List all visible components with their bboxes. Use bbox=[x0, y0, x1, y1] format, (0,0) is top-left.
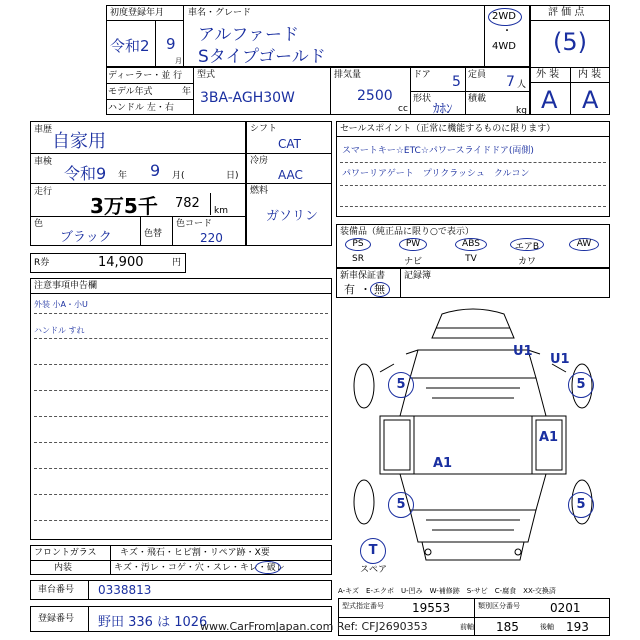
load-label: 積載 bbox=[468, 94, 487, 104]
door-label: ドア bbox=[413, 70, 431, 80]
car-name: アルファード bbox=[198, 25, 299, 45]
dealer-label: ディーラー・並 行 bbox=[108, 71, 183, 81]
chassis-frame bbox=[30, 580, 332, 600]
notes-line2: ハンドル すれ bbox=[34, 326, 85, 335]
color-value: ブラック bbox=[60, 230, 112, 245]
notes-title: 注意事項申告欄 bbox=[34, 281, 98, 291]
record-book-label: 記録簿 bbox=[404, 271, 432, 281]
option-airbag: エアB bbox=[514, 242, 540, 252]
damage-legend: A-キズ E-エクボ U-凹み W-補修跡 S-サビ C-腐食 XX-交換済 bbox=[338, 587, 556, 595]
doors: 5 bbox=[452, 74, 461, 90]
inspection-label: 車検 bbox=[34, 157, 53, 167]
option-sr: SR bbox=[352, 254, 364, 264]
damage-mark-left-side: A1 bbox=[433, 456, 453, 471]
option-abs: ABS bbox=[462, 239, 480, 249]
option-ps: PS bbox=[352, 239, 364, 249]
first-reg-month: 9 bbox=[166, 35, 176, 53]
rear-axle-label: 後軸 bbox=[540, 623, 554, 631]
warranty-no: 無 bbox=[374, 283, 385, 296]
chassis-label: 車台番号 bbox=[38, 585, 75, 595]
rear-axle-value: 193 bbox=[566, 620, 589, 634]
fuel-value: ガソリン bbox=[266, 209, 319, 224]
eval-label: 評 価 点 bbox=[548, 7, 585, 18]
option-navi: ナビ bbox=[403, 257, 422, 267]
recycle-amount: 14,900 bbox=[98, 255, 144, 270]
sales-line2: パワーリアゲート プリクラッシュ クルコン bbox=[342, 169, 530, 179]
shape-label: 形状 bbox=[413, 94, 432, 104]
interior-grade: A bbox=[582, 86, 599, 114]
cc-unit: cc bbox=[398, 104, 408, 114]
drive-dot: ・ bbox=[502, 26, 512, 37]
eval-score: (5) bbox=[553, 28, 587, 56]
name-grade-label: 車名・グレード bbox=[188, 8, 252, 18]
damage-mark-front-left-wheel: 5 bbox=[388, 372, 414, 398]
first-reg-label: 初度登録年月 bbox=[110, 8, 165, 18]
shift-label: シフト bbox=[250, 124, 278, 134]
sales-line1: スマートキー☆ETC☆パワースライドドア(両側) bbox=[342, 146, 534, 156]
reg-value: 野田 336 は 1026 bbox=[98, 615, 208, 630]
color-code-label: 色コード bbox=[176, 219, 213, 229]
displacement: 2500 bbox=[357, 88, 393, 104]
kg-unit: kg bbox=[516, 106, 527, 116]
watermark: www.CarFromJapan.com Ref: CFJ2690353 bbox=[200, 620, 428, 633]
capacity-label: 定員 bbox=[468, 70, 487, 80]
shift-value: CAT bbox=[278, 137, 301, 151]
inspection-year-unit: 年 bbox=[118, 171, 128, 181]
mileage-value: 3万5千 bbox=[90, 194, 158, 218]
ac-label: 冷房 bbox=[250, 156, 269, 166]
color-change-label: 色替 bbox=[144, 229, 163, 239]
damage-mark-roof-right: U1 bbox=[550, 352, 570, 367]
notes-frame bbox=[30, 278, 332, 540]
model-year-label: モデル年式 bbox=[108, 87, 153, 97]
spare-tire-mark: T bbox=[360, 538, 386, 564]
year-unit: 年 bbox=[182, 87, 192, 97]
model-num-label: 型式指定番号 bbox=[342, 602, 384, 610]
class-num: 0201 bbox=[550, 601, 581, 615]
exterior-label: 外 装 bbox=[536, 69, 560, 80]
damage-mark-rear-left-wheel: 5 bbox=[388, 492, 414, 518]
recycle-label: R券 bbox=[34, 258, 50, 268]
inspection-day-unit: 日) bbox=[226, 171, 239, 181]
capacity-unit: 人 bbox=[517, 80, 527, 90]
front-axle-label: 前軸 bbox=[460, 623, 474, 631]
type-label: 型式 bbox=[197, 70, 216, 80]
color-label: 色 bbox=[34, 219, 44, 229]
front-glass-label: フロントガラス bbox=[34, 548, 97, 558]
color-code: 220 bbox=[200, 231, 223, 245]
damage-mark-front-right-wheel: 5 bbox=[568, 372, 594, 398]
damage-mark-rear-right-wheel: 5 bbox=[568, 492, 594, 518]
option-leather: カワ bbox=[517, 257, 536, 267]
reg-label: 登録番号 bbox=[38, 614, 75, 624]
interior-label: 内 装 bbox=[578, 69, 602, 80]
warranty-yes: 有 bbox=[344, 283, 355, 296]
damage-mark-roof-left: U1 bbox=[513, 344, 533, 359]
model-num: 19553 bbox=[412, 601, 451, 615]
inspection-month-unit: 月( bbox=[172, 171, 185, 181]
options-title: 装備品（純正品に限り○で表示） bbox=[340, 227, 474, 237]
inspection-era: 令和9 bbox=[64, 164, 107, 183]
usage-type-label: 車歴 bbox=[34, 125, 53, 135]
notes-line1: 外装 小A・小U bbox=[34, 300, 88, 309]
usage-type-value: 自家用 bbox=[52, 131, 106, 152]
grade: Sタイプゴールド bbox=[198, 47, 326, 67]
mileage-extra: 782 bbox=[175, 196, 200, 211]
mileage-label: 走行 bbox=[34, 187, 53, 197]
spare-label: スペア bbox=[360, 565, 388, 575]
km-unit: km bbox=[214, 206, 228, 216]
recycle-unit: 円 bbox=[172, 258, 182, 268]
class-label: 類別区分番号 bbox=[478, 602, 520, 610]
handle-label: ハンドル 左・右 bbox=[108, 103, 174, 113]
chassis-value: 0338813 bbox=[98, 583, 152, 597]
displacement-label: 排気量 bbox=[334, 70, 362, 80]
interior-options: キズ・汚レ・コゲ・穴・スレ・キレ・破レ bbox=[114, 563, 285, 573]
ac-value: AAC bbox=[278, 168, 303, 182]
inspection-month: 9 bbox=[150, 161, 161, 180]
warranty-dot: ・ bbox=[360, 283, 371, 296]
option-pw: PW bbox=[405, 239, 421, 249]
option-tv: TV bbox=[465, 254, 477, 264]
front-axle-value: 185 bbox=[496, 620, 519, 634]
front-glass-options: キズ・飛石・ヒビ割・リペア跡・X要 bbox=[120, 548, 270, 558]
model-code: 3BA-AGH30W bbox=[200, 90, 295, 106]
new-car-warranty-label: 新車保証書 bbox=[340, 271, 386, 281]
capacity: 7 bbox=[506, 74, 515, 90]
shape: ｶﾎﾝ bbox=[433, 102, 453, 117]
drive-4wd: 4WD bbox=[492, 41, 516, 52]
damage-mark-right-side: A1 bbox=[539, 430, 559, 445]
interior-label-row: 内装 bbox=[54, 563, 73, 573]
first-reg-era: 令和2 bbox=[110, 37, 150, 55]
month-unit: 月 bbox=[175, 57, 182, 65]
fuel-label: 燃料 bbox=[250, 186, 269, 196]
sales-title: セールスポイント（正常に機能するものに限ります） bbox=[340, 124, 556, 134]
option-aw: AW bbox=[576, 239, 592, 249]
drive-2wd: 2WD bbox=[492, 11, 516, 22]
exterior-grade: A bbox=[541, 86, 558, 114]
